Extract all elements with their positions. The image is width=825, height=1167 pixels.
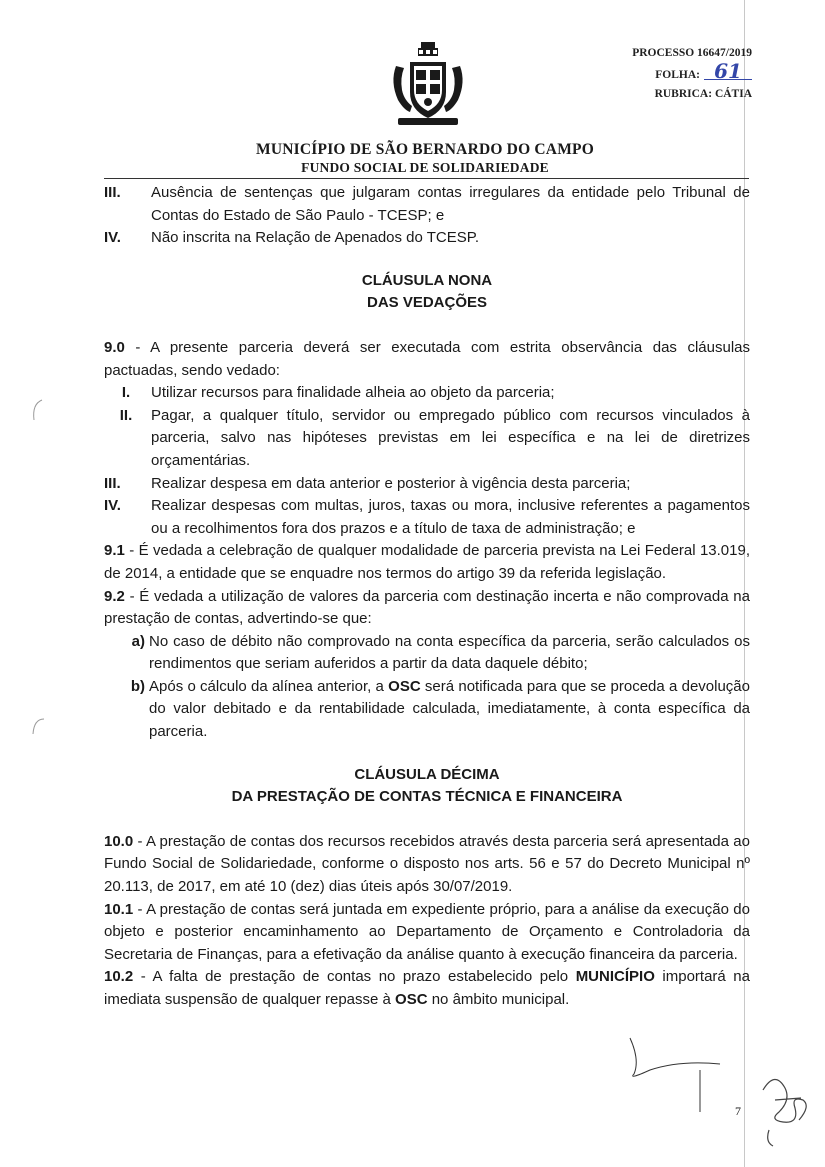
paragraph-number: 10.2 bbox=[104, 968, 134, 986]
process-stamp bbox=[620, 44, 752, 104]
clause-ten-subtitle: DA PRESTAÇÃO DE CONTAS TÉCNICA E FINANCEIRA bbox=[231, 788, 623, 806]
list-item bbox=[104, 227, 750, 250]
margin-mark bbox=[30, 398, 44, 422]
header-divider bbox=[104, 178, 749, 179]
document-body bbox=[104, 182, 750, 1012]
clause-nine-title: CLÁUSULA NONA bbox=[361, 271, 493, 289]
list-item bbox=[104, 182, 750, 227]
municipality-title: MUNICÍPIO DE SÃO BERNARDO DO CAMPO bbox=[256, 141, 594, 158]
paragraph-text: - A prestação de contas dos recursos recebidos através desta parceria será apresentada ao Fundo Social de Solidariedade, conforme o disposto nos arts. 56 e 57 do Decreto Municipal nº 20.113, de 2017, em até 10 (dez) dias úteis após 30/07/2019. bbox=[104, 832, 750, 896]
item-label: III. bbox=[104, 184, 121, 201]
paragraph-10-0 bbox=[104, 831, 750, 899]
item-label: II. bbox=[119, 406, 133, 424]
rubrica: RUBRICA: CÁTIA bbox=[654, 88, 752, 100]
margin-mark bbox=[30, 716, 46, 736]
list-item bbox=[104, 382, 750, 405]
paragraph-9-0 bbox=[104, 337, 750, 382]
item-text: No caso de débito não comprovado na conta específica da parceria, serão calculados os rendimentos que seriam auferidos a partir da data daquele débito; bbox=[149, 632, 750, 673]
item-label: a) bbox=[131, 632, 145, 650]
item-text: Utilizar recursos para finalidade alheia ao objeto da parceria; bbox=[151, 384, 555, 402]
paragraph-text: - A presente parceria deverá ser executada com estrita observância das cláusulas pactuadas, sendo vedado: bbox=[104, 338, 750, 379]
paragraph-number: 9.1 bbox=[104, 542, 125, 560]
list-item bbox=[104, 676, 750, 744]
paragraph-10-2: 10.2 - A falta de prestação de contas no prazo estabelecido pelo MUNICÍPIO importará na imediata suspensão de qualquer repasse à OSC no âmbito municipal. bbox=[104, 968, 750, 1008]
paragraph-number: 9.0 bbox=[104, 338, 125, 356]
list-item bbox=[104, 405, 750, 473]
folha-label: FOLHA: bbox=[655, 69, 700, 81]
paragraph-number: 10.1 bbox=[104, 900, 134, 918]
item-label: III. bbox=[104, 474, 121, 492]
signature-scribble bbox=[755, 1060, 815, 1150]
process-number: PROCESSO 16647/2019 bbox=[632, 47, 752, 59]
item-label: I. bbox=[121, 384, 131, 402]
paragraph-text: - É vedada a utilização de valores da parceria com destinação incerta e não comprovada na prestação de contas, advertindo-se que: bbox=[104, 587, 750, 628]
paragraph-9-1 bbox=[104, 540, 750, 585]
paragraph-text: - A prestação de contas será juntada em expediente próprio, para a análise da execução do objeto e posterior encaminhamento ao Departamento de Orçamento e Controladoria da Secretaria de Finanças, para a efetivação da análise quanto à execução financeira da parceria. bbox=[104, 900, 750, 963]
item-text: Realizar despesa em data anterior e posterior à vigência desta parceria; bbox=[151, 474, 631, 492]
paragraph-number: 10.0 bbox=[104, 832, 134, 850]
list-item bbox=[104, 473, 750, 496]
clause-ten-title: CLÁUSULA DÉCIMA bbox=[354, 765, 500, 783]
paragraph-10-1 bbox=[104, 899, 750, 967]
item-label: IV. bbox=[104, 229, 121, 247]
item-label: IV. bbox=[104, 497, 121, 515]
list-item bbox=[104, 631, 750, 676]
clause-nine-subtitle: DAS VEDAÇÕES bbox=[366, 294, 488, 312]
paragraph-number: 9.2 bbox=[104, 587, 125, 605]
page-number: 7 bbox=[735, 1104, 741, 1118]
coat-of-arms-emblem bbox=[388, 40, 468, 128]
item-text: Não inscrita na Relação de Apenados do TCESP. bbox=[151, 229, 479, 247]
handwritten-rubric bbox=[600, 1030, 730, 1120]
list-item bbox=[104, 495, 750, 540]
folha-handwritten-value: 61 bbox=[704, 63, 752, 80]
paragraph-9-2 bbox=[104, 586, 750, 631]
paragraph-text: - É vedada a celebração de qualquer modalidade de parceria prevista na Lei Federal 13.019, de 2014, a entidade que se enquadre nos termos do artigo 39 da referida legislação. bbox=[104, 542, 750, 582]
item-label: b) bbox=[130, 677, 145, 695]
department-title: FUNDO SOCIAL DE SOLIDARIEDADE bbox=[301, 160, 549, 175]
item-text: Após o cálculo da alínea anterior, a OSC será notificada para que se proceda a devolução do valor debitado e da rentabilidade calculada, imediatamente, à conta específica da parceria. bbox=[149, 677, 750, 741]
item-text: Pagar, a qualquer título, servidor ou empregado público com recursos vinculados à parceria, salvo nas hipóteses previstas em lei específica e na lei de diretrizes orçamentárias. bbox=[151, 406, 750, 469]
item-text: Realizar despesas com multas, juros, taxas ou mora, inclusive referentes a pagamentos ou a recolhimentos fora dos prazos e a título de taxa de administração; e bbox=[151, 497, 750, 537]
item-text: Ausência de sentenças que julgaram contas irregulares da entidade pelo Tribunal de Contas do Estado de São Paulo - TCESP; e bbox=[151, 184, 750, 224]
